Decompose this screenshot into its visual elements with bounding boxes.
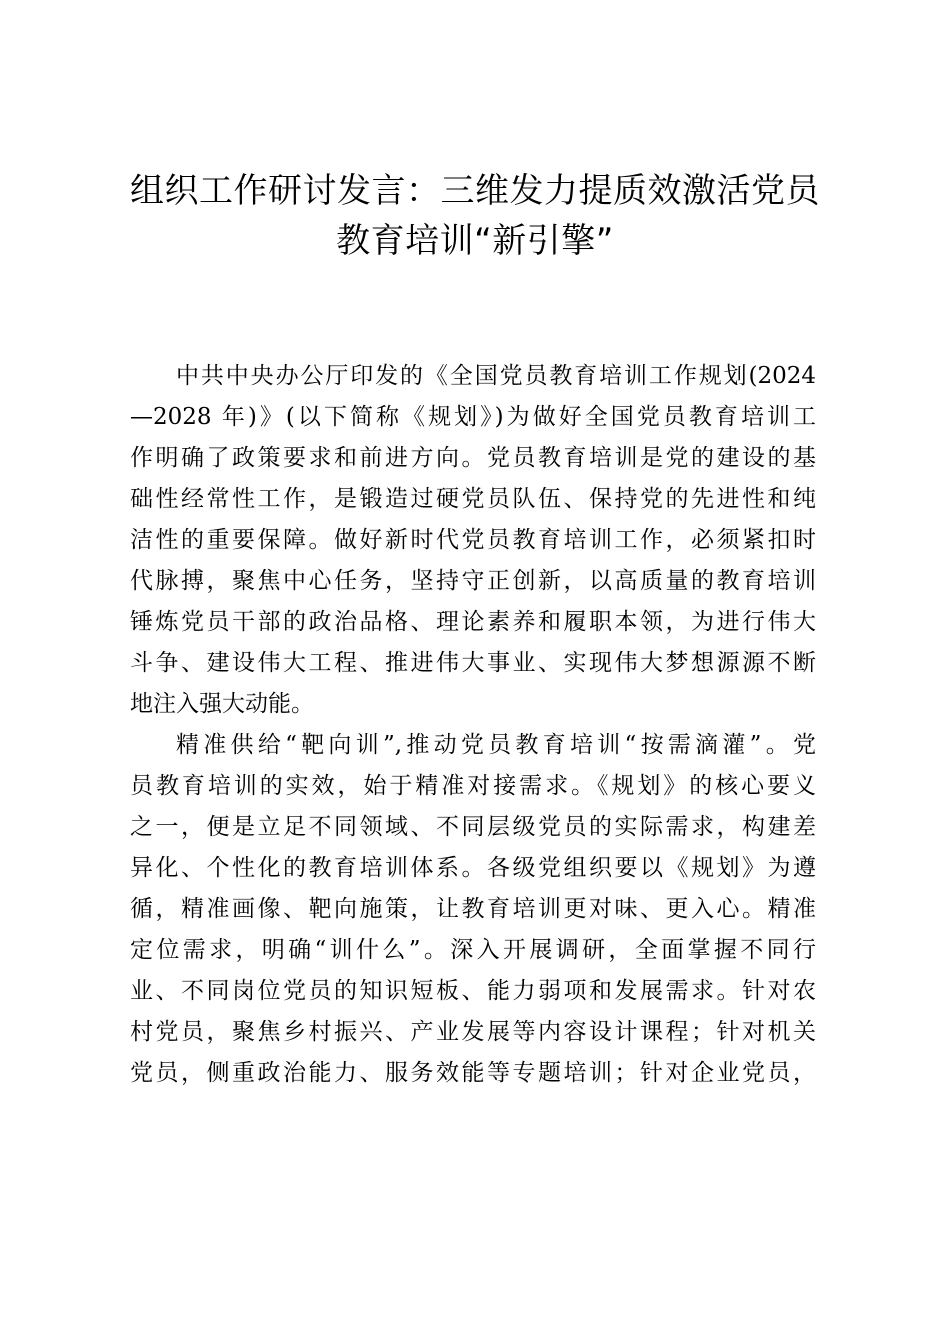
text-line: 之一，便是立足不同领域、不同层级党员的实际需求，构建差	[130, 814, 816, 840]
text-line: 异化、个性化的教育培训体系。各级党组织要以《规划》为遵	[130, 855, 816, 881]
text-line: 党员，侧重政治能力、服务效能等专题培训；针对企业党员，	[130, 1060, 816, 1086]
text-line: 循，精准画像、靶向施策，让教育培训更对味、更入心。精准	[130, 896, 816, 922]
paragraph-intro	[130, 356, 816, 725]
document-title	[110, 166, 840, 266]
text-line: 中共中央办公厅印发的《全国党员教育培训工作规划(2024	[176, 363, 816, 389]
text-line: 作明确了政策要求和前进方向。党员教育培训是党的建设的基	[130, 445, 816, 471]
text-line: 村党员，聚焦乡村振兴、产业发展等内容设计课程；针对机关	[130, 1019, 816, 1045]
document-body	[130, 356, 816, 1094]
text-line: 精准供给“靶向训”,推动党员教育培训“按需滴灌”。党	[176, 732, 816, 758]
paragraph-precise-supply	[130, 725, 816, 1094]
text-line: 洁性的重要保障。做好新时代党员教育培训工作，必须紧扣时	[130, 527, 816, 553]
text-line: 员教育培训的实效，始于精准对接需求。《规划》的核心要义	[130, 773, 816, 799]
text-line: —2028 年)》(以下简称《规划》)为做好全国党员教育培训工	[130, 404, 816, 430]
text-line: 础性经常性工作，是锻造过硬党员队伍、保持党的先进性和纯	[130, 486, 816, 512]
title-line-1: 组织工作研讨发言：三维发力提质效激活党员	[130, 171, 820, 211]
text-line: 锤炼党员干部的政治品格、理论素养和履职本领，为进行伟大	[130, 609, 816, 635]
text-line: 代脉搏，聚焦中心任务，坚持守正创新，以高质量的教育培训	[130, 568, 816, 594]
text-line: 斗争、建设伟大工程、推进伟大事业、实现伟大梦想源源不断	[130, 650, 816, 676]
text-line: 地注入强大动能。	[130, 691, 314, 717]
title-line-2: 教育培训“新引擎”	[336, 221, 614, 261]
text-line: 定位需求，明确“训什么”。深入开展调研，全面掌握不同行	[130, 937, 816, 963]
text-line: 业、不同岗位党员的知识短板、能力弱项和发展需求。针对农	[130, 978, 816, 1004]
